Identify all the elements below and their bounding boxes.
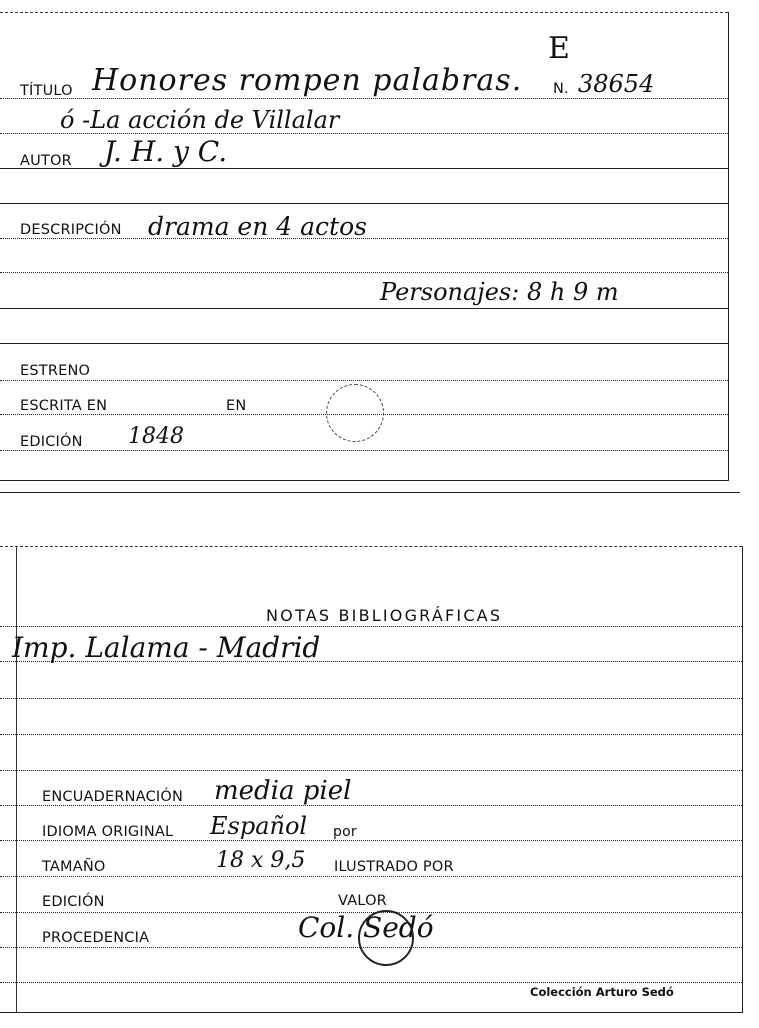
- rule-line: [0, 626, 742, 627]
- rule-line: [0, 272, 728, 273]
- rule-line: [0, 168, 728, 169]
- catalog-card-back: [0, 530, 759, 1028]
- stamp-circle: [326, 384, 384, 442]
- titulo-label: TÍTULO: [20, 83, 73, 99]
- subtitulo-value: ó -La acción de Villalar: [60, 106, 340, 134]
- personajes-value: Personajes: 8 h 9 m: [380, 278, 619, 306]
- corner-mark: E: [548, 31, 570, 66]
- catalog-card-front: [0, 0, 759, 492]
- notas-heading: NOTAS BIBLIOGRÁFICAS: [266, 606, 503, 625]
- procedencia-value: Col. Sedó: [298, 911, 434, 944]
- autor-label: AUTOR: [20, 153, 72, 169]
- tamano-label: TAMAÑO: [42, 859, 106, 875]
- rule-line: [0, 203, 728, 204]
- rule-line: [0, 308, 728, 309]
- titulo-value: Honores rompen palabras.: [92, 63, 523, 98]
- estreno-label: ESTRENO: [20, 363, 91, 379]
- rule-line: [0, 734, 742, 735]
- descripcion-value: drama en 4 actos: [148, 212, 367, 241]
- card-divider: [0, 492, 740, 493]
- nota-value: Imp. Lalama - Madrid: [12, 631, 321, 664]
- rule-line: [0, 876, 742, 877]
- autor-value: J. H. y C.: [104, 135, 228, 168]
- idioma-label: IDIOMA ORIGINAL: [42, 824, 174, 840]
- rule-line: [0, 840, 742, 841]
- rule-line: [0, 380, 728, 381]
- idioma-value: Español: [210, 812, 308, 840]
- ilustrado-label: ILUSTRADO POR: [334, 859, 454, 875]
- collection-credit: Colección Arturo Sedó: [530, 985, 674, 999]
- tamano-value: 18 x 9,5: [216, 848, 306, 873]
- rule-line: [0, 343, 728, 344]
- rule-line: [0, 698, 742, 699]
- procedencia-label: PROCEDENCIA: [42, 930, 150, 946]
- rule-line: [0, 98, 728, 99]
- escrita-label: ESCRITA EN: [20, 398, 108, 414]
- edicion-label-back: EDICIÓN: [42, 894, 105, 910]
- encuadernacion-value: media piel: [214, 776, 352, 806]
- edicion-value: 1848: [128, 424, 184, 449]
- rule-line: [0, 982, 742, 983]
- stamp-circle: [358, 910, 414, 966]
- edicion-label: EDICIÓN: [20, 434, 83, 450]
- descripcion-label: DESCRIPCIÓN: [20, 222, 122, 238]
- numero-value: 38654: [578, 70, 655, 98]
- valor-label: VALOR: [338, 893, 387, 909]
- en-label: EN: [226, 398, 247, 414]
- encuadernacion-label: ENCUADERNACIÓN: [42, 789, 184, 805]
- rule-line: [0, 770, 742, 771]
- numero-label: N.: [553, 81, 569, 97]
- rule-line: [0, 805, 742, 806]
- rule-line: [0, 450, 728, 451]
- por-label: por: [333, 824, 357, 840]
